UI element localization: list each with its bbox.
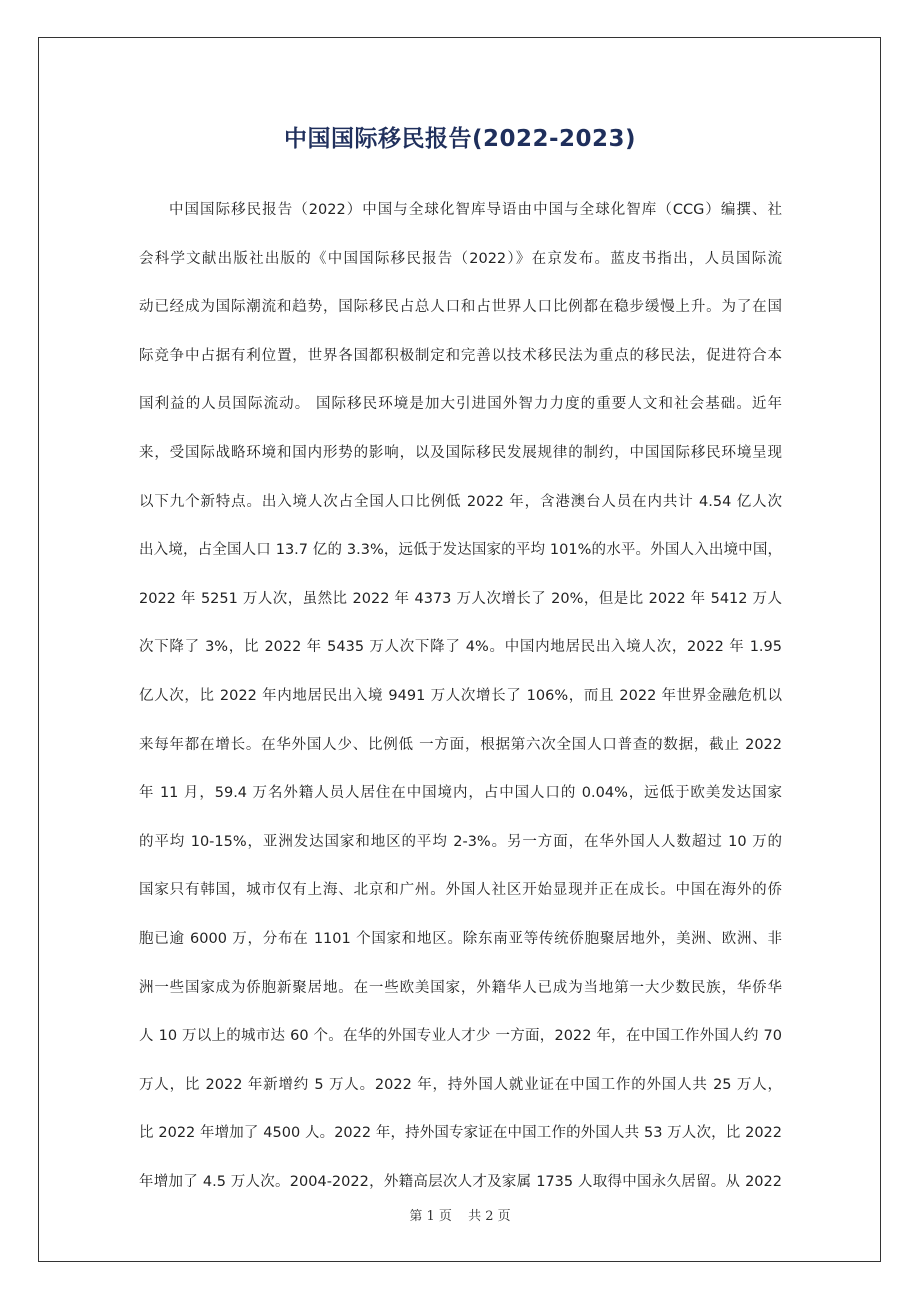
- document-title: 中国国际移民报告(2022-2023): [283, 126, 637, 152]
- body-line: 会科学文献出版社出版的《中国国际移民报告（2022）》在京发布。蓝皮书指出，人员国际流: [139, 250, 782, 267]
- page-number: 第 1 页: [409, 1209, 452, 1224]
- body-line: 年 11 月，59.4 万名外籍人员人居住在中国境内，占中国人口的 0.04%，远低于欧美发达国家: [139, 785, 782, 802]
- body-line: 来，受国际战略环境和国内形势的影响，以及国际移民发展规律的制约，中国国际移民环境呈现: [139, 444, 782, 461]
- page-total: 共 2 页: [468, 1209, 511, 1224]
- body-line: 国利益的人员国际流动。 国际移民环境是加大引进国外智力力度的重要人文和社会基础。近年: [139, 396, 782, 413]
- body-line: 人 10 万以上的城市达 60 个。在华的外国专业人才少 一方面，2022 年，在中国工作外国人约 70: [139, 1028, 782, 1045]
- body-line: 胞已逾 6000 万，分布在 1101 个国家和地区。除东南亚等传统侨胞聚居地外，美洲、欧洲、非: [139, 930, 782, 947]
- body-line: 出入境，占全国人口 13.7 亿的 3.3%，远低于发达国家的平均 101%的水平。外国人入出境中国，: [139, 542, 782, 559]
- body-line: 年增加了 4.5 万人次。2004-2022，外籍高层次人才及家属 1735 人取得中国永久居留。从 2022: [139, 1173, 782, 1190]
- body-line: 的平均 10-15%，亚洲发达国家和地区的平均 2-3%。另一方面，在华外国人人数超过 10 万的: [139, 833, 782, 850]
- body-line: 中国国际移民报告（2022）中国与全球化智库导语由中国与全球化智库（CCG）编撰、社: [169, 202, 782, 218]
- body-line: 比 2022 年增加了 4500 人。2022 年，持外国专家证在中国工作的外国人共 53 万人次，比 2022: [139, 1125, 782, 1142]
- body-line: 洲一些国家成为侨胞新聚居地。在一些欧美国家，外籍华人已成为当地第一大少数民族，华侨华: [139, 979, 782, 996]
- body-line: 2022 年 5251 万人次，虽然比 2022 年 4373 万人次增长了 20%，但是比 2022 年 5412 万人: [139, 590, 782, 607]
- body-line: 际竞争中占据有利位置，世界各国都积极制定和完善以技术移民法为重点的移民法，促进符合本: [139, 347, 782, 364]
- body-line: 国家只有韩国，城市仅有上海、北京和广州。外国人社区开始显现并正在成长。中国在海外的侨: [139, 882, 782, 899]
- body-line: 万人，比 2022 年新增约 5 万人。2022 年，持外国人就业证在中国工作的外国人共 25 万人，: [139, 1076, 782, 1093]
- body-line: 来每年都在增长。在华外国人少、比例低 一方面，根据第六次全国人口普查的数据，截止 2022: [139, 736, 782, 753]
- body-line: 动已经成为国际潮流和趋势，国际移民占总人口和占世界人口比例都在稳步缓慢上升。为了在国: [139, 299, 782, 316]
- body-line: 亿人次，比 2022 年内地居民出入境 9491 万人次增长了 106%，而且 2022 年世界金融危机以: [139, 687, 782, 704]
- page-footer: [0, 1205, 920, 1224]
- body-line: 以下九个新特点。出入境人次占全国人口比例低 2022 年，含港澳台人员在内共计 4.54 亿人次: [139, 493, 782, 510]
- document-body: [139, 194, 782, 1214]
- body-line: 次下降了 3%，比 2022 年 5435 万人次下降了 4%。中国内地居民出入境人次，2022 年 1.95: [139, 639, 782, 656]
